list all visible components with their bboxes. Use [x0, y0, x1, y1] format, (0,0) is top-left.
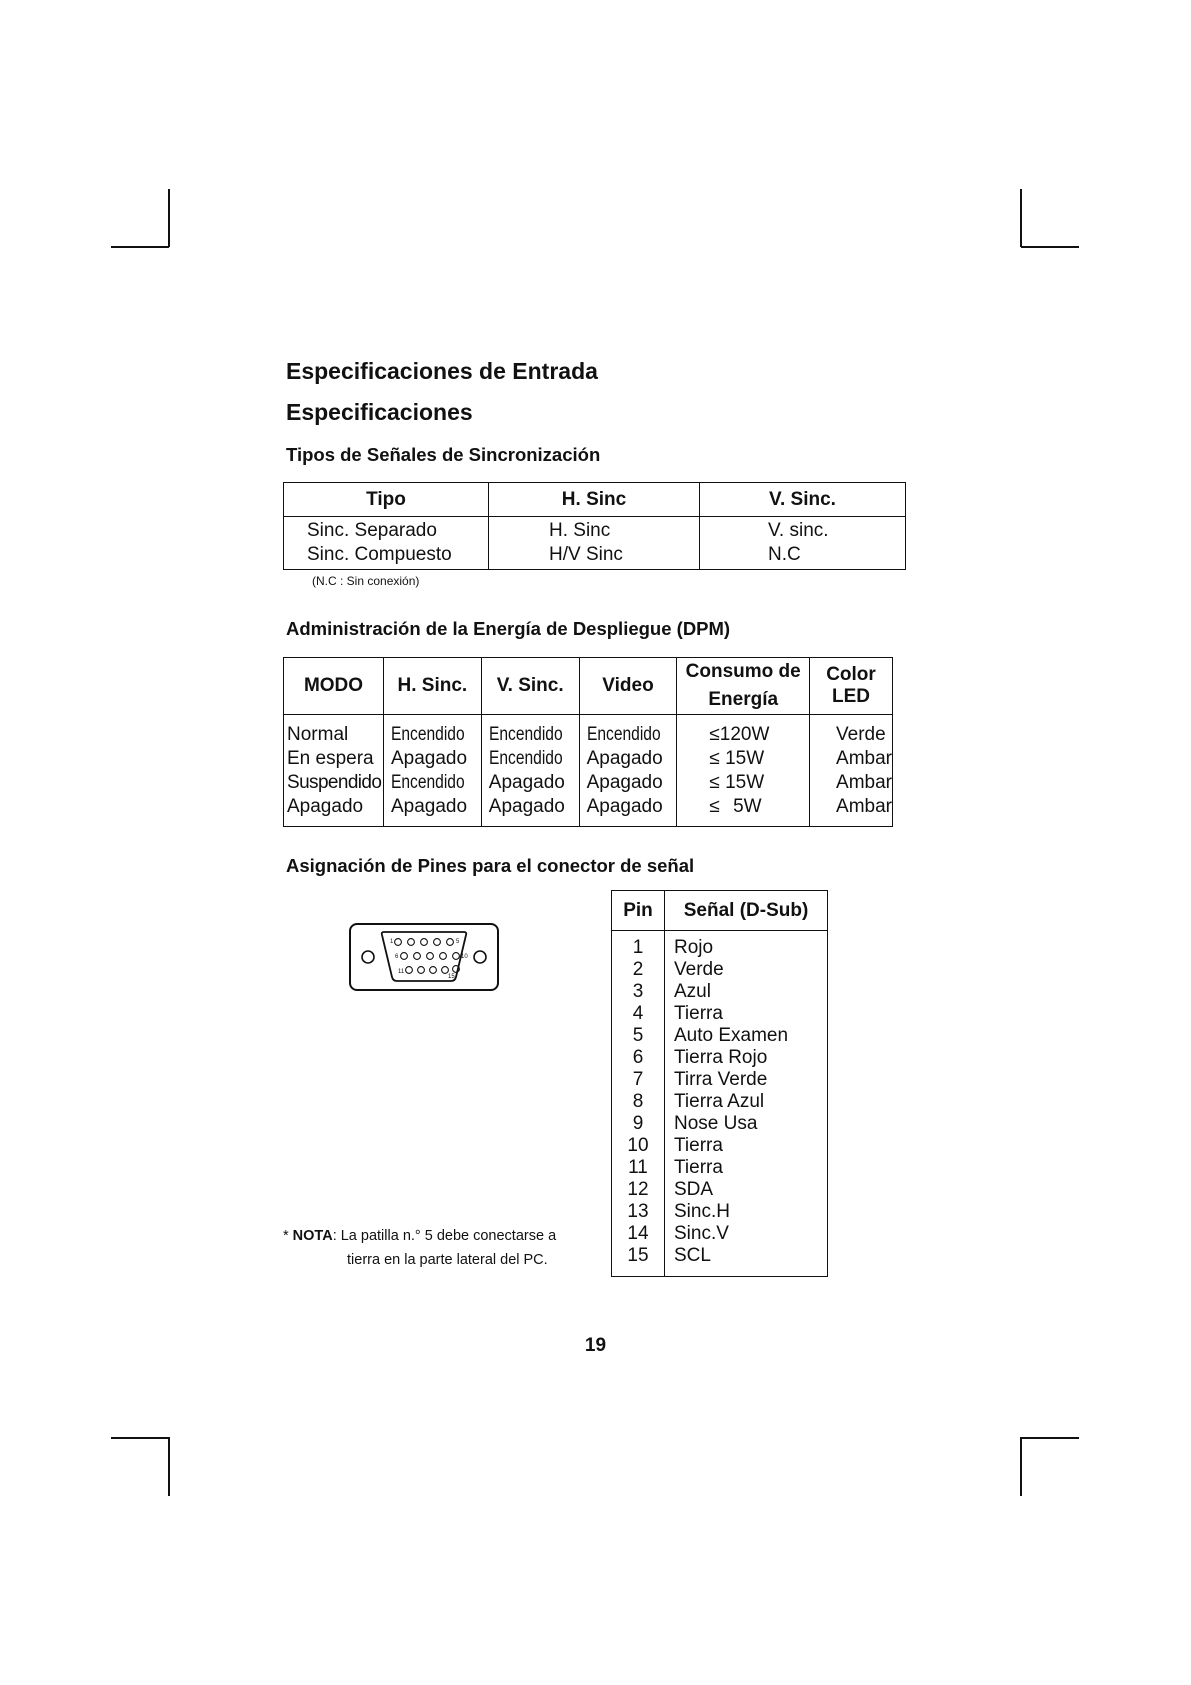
dpm-video-row-3: Apagado — [586, 771, 663, 793]
dpm-led-row-4: Ambar — [836, 795, 892, 817]
sync-footnote: (N.C : Sin conexión) — [312, 574, 420, 588]
dpm-vsync-cell — [481, 715, 579, 827]
pin-signal: Rojo — [674, 937, 714, 958]
pin-header-signal: Señal (D-Sub) — [665, 891, 828, 931]
dpm-header-led: Color LED — [810, 658, 893, 715]
dpm-vsync-row-2: Encendido — [488, 747, 563, 769]
note-line-2: tierra en la parte lateral del PC. — [347, 1252, 548, 1268]
pin-assignment-heading: Asignación de Pines para el conector de señal — [286, 855, 695, 876]
pin-signal-table — [611, 890, 828, 1277]
pin-signal: Verde — [674, 959, 724, 980]
dpm-power-row-2: ≤ 15W — [709, 747, 765, 769]
dpm-hsync-row-2: Apagado — [390, 747, 468, 769]
dpm-header-vsync: V. Sinc. — [481, 658, 579, 715]
pin-signal: SDA — [674, 1179, 714, 1200]
dpm-header-power — [677, 658, 810, 715]
sync-types-table — [283, 482, 906, 570]
pin-number: 14 — [627, 1223, 649, 1244]
dpm-mode-cell — [284, 715, 384, 827]
dpm-video-row-1: Encendido — [586, 723, 661, 745]
page-number: 19 — [584, 1335, 607, 1356]
crop-mark-top-left-vertical — [168, 189, 170, 247]
dpm-header-hsync: H. Sinc. — [383, 658, 481, 715]
connector-pin-label-6: 6 — [395, 954, 399, 960]
dpm-header-video: Video — [579, 658, 677, 715]
pin-signal-column — [665, 931, 828, 1277]
dpm-header-power-line2: Energía — [708, 689, 779, 710]
sync-type-row-2: Sinc. Compuesto — [307, 544, 452, 565]
connector-pin-label-10: 10 — [461, 954, 468, 960]
crop-mark-top-right-horizontal — [1021, 246, 1079, 248]
pin-number-column — [612, 931, 665, 1277]
dpm-video-cell — [579, 715, 677, 827]
dpm-table — [283, 657, 893, 827]
connector-pin-label-5: 5 — [456, 939, 460, 945]
dpm-hsync-cell — [383, 715, 481, 827]
dsub-15-connector-icon — [348, 921, 500, 993]
crop-mark-top-right-vertical — [1020, 189, 1022, 247]
dpm-video-row-2: Apagado — [586, 747, 663, 769]
dpm-video-row-4: Apagado — [586, 795, 663, 817]
pin-number: 8 — [632, 1091, 644, 1112]
crop-mark-bottom-left-vertical — [168, 1437, 170, 1496]
sync-vsync-row-2: N.C — [768, 544, 801, 565]
pin-signal: Tierra Azul — [674, 1091, 765, 1112]
dpm-power-cell — [677, 715, 810, 827]
dpm-mode-row-3: Suspendido — [287, 771, 382, 793]
dpm-mode-row-4: Apagado — [287, 795, 364, 817]
pin-signal: Tierra Rojo — [674, 1047, 768, 1068]
crop-mark-bottom-right-vertical — [1020, 1437, 1022, 1496]
dpm-mode-row-2: En espera — [287, 747, 374, 769]
connection-note — [283, 1224, 556, 1272]
sync-hsync-cell — [489, 517, 700, 570]
sync-types-heading: Tipos de Señales de Sincronización — [286, 444, 601, 465]
dpm-vsync-row-4: Apagado — [488, 795, 565, 817]
section-title: Especificaciones — [286, 399, 473, 425]
pin-number: 1 — [632, 937, 644, 958]
pin-number: 3 — [632, 981, 644, 1002]
crop-mark-bottom-left-horizontal — [111, 1437, 169, 1439]
connector-pin-label-1: 1 — [390, 939, 394, 945]
note-prefix: * — [283, 1228, 293, 1244]
sync-header-vsync: V. Sinc. — [700, 483, 906, 517]
sync-type-row-1: Sinc. Separado — [307, 520, 437, 541]
dpm-led-row-3: Ambar — [836, 771, 892, 793]
sync-type-cell — [284, 517, 489, 570]
dpm-mode-row-1: Normal — [287, 723, 349, 745]
connector-pin-label-15: 15 — [448, 974, 455, 980]
dpm-vsync-row-3: Apagado — [488, 771, 565, 793]
pin-number: 9 — [632, 1113, 644, 1134]
note-label: NOTA — [292, 1228, 333, 1244]
dpm-led-row-2: Ambar — [836, 747, 892, 769]
crop-mark-bottom-right-horizontal — [1021, 1437, 1079, 1439]
dpm-power-row-1: ≤120W — [709, 723, 770, 745]
pin-number: 10 — [627, 1135, 649, 1156]
sync-hsync-row-2: H/V Sinc — [549, 544, 623, 565]
pin-signal: Sinc.H — [674, 1201, 730, 1222]
crop-mark-top-left-horizontal — [111, 246, 169, 248]
pin-signal: Tirra Verde — [674, 1069, 768, 1090]
pin-signal: SCL — [674, 1245, 711, 1266]
pin-number: 11 — [628, 1157, 648, 1178]
dpm-header-power-line1: Consumo de — [685, 661, 801, 682]
sync-hsync-row-1: H. Sinc — [549, 520, 611, 541]
dpm-hsync-row-3: Encendido — [390, 771, 465, 793]
dpm-led-row-1: Verde — [836, 723, 886, 745]
pin-number: 7 — [632, 1069, 644, 1090]
sync-vsync-cell — [700, 517, 906, 570]
dpm-led-cell — [810, 715, 893, 827]
pin-signal: Tierra — [674, 1157, 723, 1178]
pin-number: 2 — [632, 959, 644, 980]
sync-header-hsync: H. Sinc — [489, 483, 700, 517]
pin-signal: Tierra — [674, 1003, 723, 1024]
dpm-vsync-row-1: Encendido — [488, 723, 563, 745]
dpm-header-mode: MODO — [284, 658, 384, 715]
dpm-hsync-row-1: Encendido — [390, 723, 465, 745]
dpm-power-row-4: ≤ 5W — [709, 795, 762, 817]
sync-vsync-row-1: V. sinc. — [768, 520, 829, 541]
note-line-1: : La patilla n.° 5 debe conectarse a — [332, 1228, 557, 1244]
pin-signal: Tierra — [674, 1135, 723, 1156]
pin-number: 4 — [632, 1003, 644, 1024]
pin-number: 6 — [632, 1047, 644, 1068]
dpm-heading: Administración de la Energía de Despliegue (DPM) — [286, 618, 731, 639]
dpm-power-row-3: ≤ 15W — [709, 771, 765, 793]
pin-signal: Sinc.V — [674, 1223, 729, 1244]
pin-number: 5 — [632, 1025, 644, 1046]
connector-pin-label-11: 11 — [398, 969, 405, 975]
pin-signal: Nose Usa — [674, 1113, 758, 1134]
pin-header-pin: Pin — [612, 891, 665, 931]
dpm-hsync-row-4: Apagado — [390, 795, 468, 817]
pin-signal: Azul — [674, 981, 711, 1002]
sync-header-type: Tipo — [284, 483, 489, 517]
pin-signal: Auto Examen — [674, 1025, 789, 1046]
pin-number: 12 — [627, 1179, 649, 1200]
page-title: Especificaciones de Entrada — [286, 358, 598, 384]
pin-number: 13 — [627, 1201, 649, 1222]
pin-number: 15 — [627, 1245, 649, 1266]
